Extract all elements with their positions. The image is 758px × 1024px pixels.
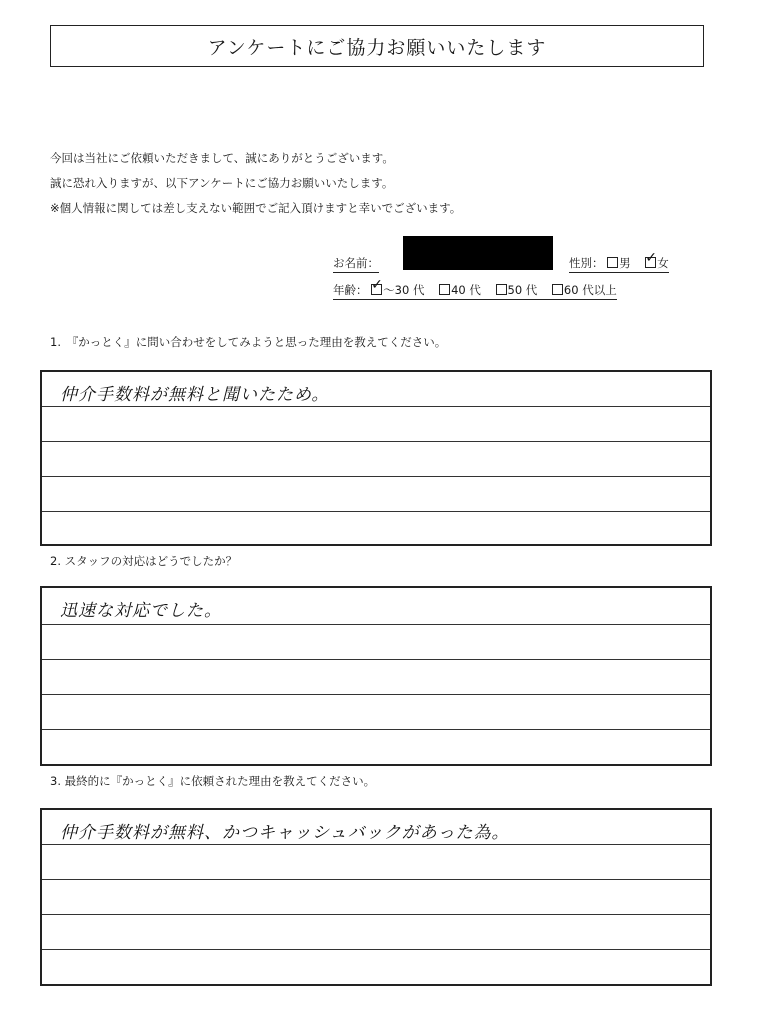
- question-1: 1. 『かっとく』に問い合わせをしてみようと思った理由を教えてください。: [50, 335, 447, 349]
- age-field: [333, 282, 617, 300]
- answer-text-1: 仲介手数料が無料と聞いたため。: [60, 385, 330, 405]
- answer-text-3: 仲介手数料が無料、かつキャッシュバックがあった為。: [60, 823, 510, 843]
- gender-label: 性別：: [569, 256, 604, 270]
- male-checkbox[interactable]: [607, 257, 618, 268]
- age-option-60: 60 代以上: [563, 283, 617, 297]
- age-checkbox-60[interactable]: [552, 284, 563, 295]
- answer-box-2[interactable]: [40, 586, 712, 766]
- name-label: お名前：: [333, 255, 379, 273]
- age-checkbox-50[interactable]: [496, 284, 507, 295]
- survey-title-box: [50, 25, 704, 67]
- answer-text-2: 迅速な対応でした。: [60, 601, 222, 621]
- age-label: 年齢：: [333, 283, 368, 297]
- intro-line-3: ※個人情報に関しては差し支えない範囲でご記入頂けますと幸いでございます。: [50, 201, 462, 215]
- question-3: 3. 最終的に『かっとく』に依頼された理由を教えてください。: [50, 774, 376, 788]
- female-label: 女: [657, 256, 669, 270]
- male-label: 男: [619, 256, 631, 270]
- age-option-40: 40 代: [451, 283, 481, 297]
- age-checkbox-40[interactable]: [439, 284, 450, 295]
- redacted-name: [403, 236, 553, 270]
- age-option-50: 50 代: [507, 283, 538, 297]
- gender-field: [569, 255, 669, 273]
- intro-line-2: 誠に恐れ入りますが、以下アンケートにご協力お願いいたします。: [50, 176, 394, 190]
- survey-title: アンケートにご協力お願いいたします: [207, 36, 547, 59]
- female-checkbox[interactable]: [645, 257, 656, 268]
- answer-box-1[interactable]: [40, 370, 712, 546]
- age-checkbox-30[interactable]: [371, 284, 382, 295]
- question-2: 2. スタッフの対応はどうでしたか？: [50, 554, 238, 568]
- profile-section: [333, 252, 703, 304]
- answer-box-3[interactable]: [40, 808, 712, 986]
- intro-line-1: 今回は当社にご依頼いただきまして、誠にありがとうございます。: [50, 151, 394, 165]
- age-option-30: ～30 代: [383, 283, 425, 297]
- intro-text: [50, 146, 690, 221]
